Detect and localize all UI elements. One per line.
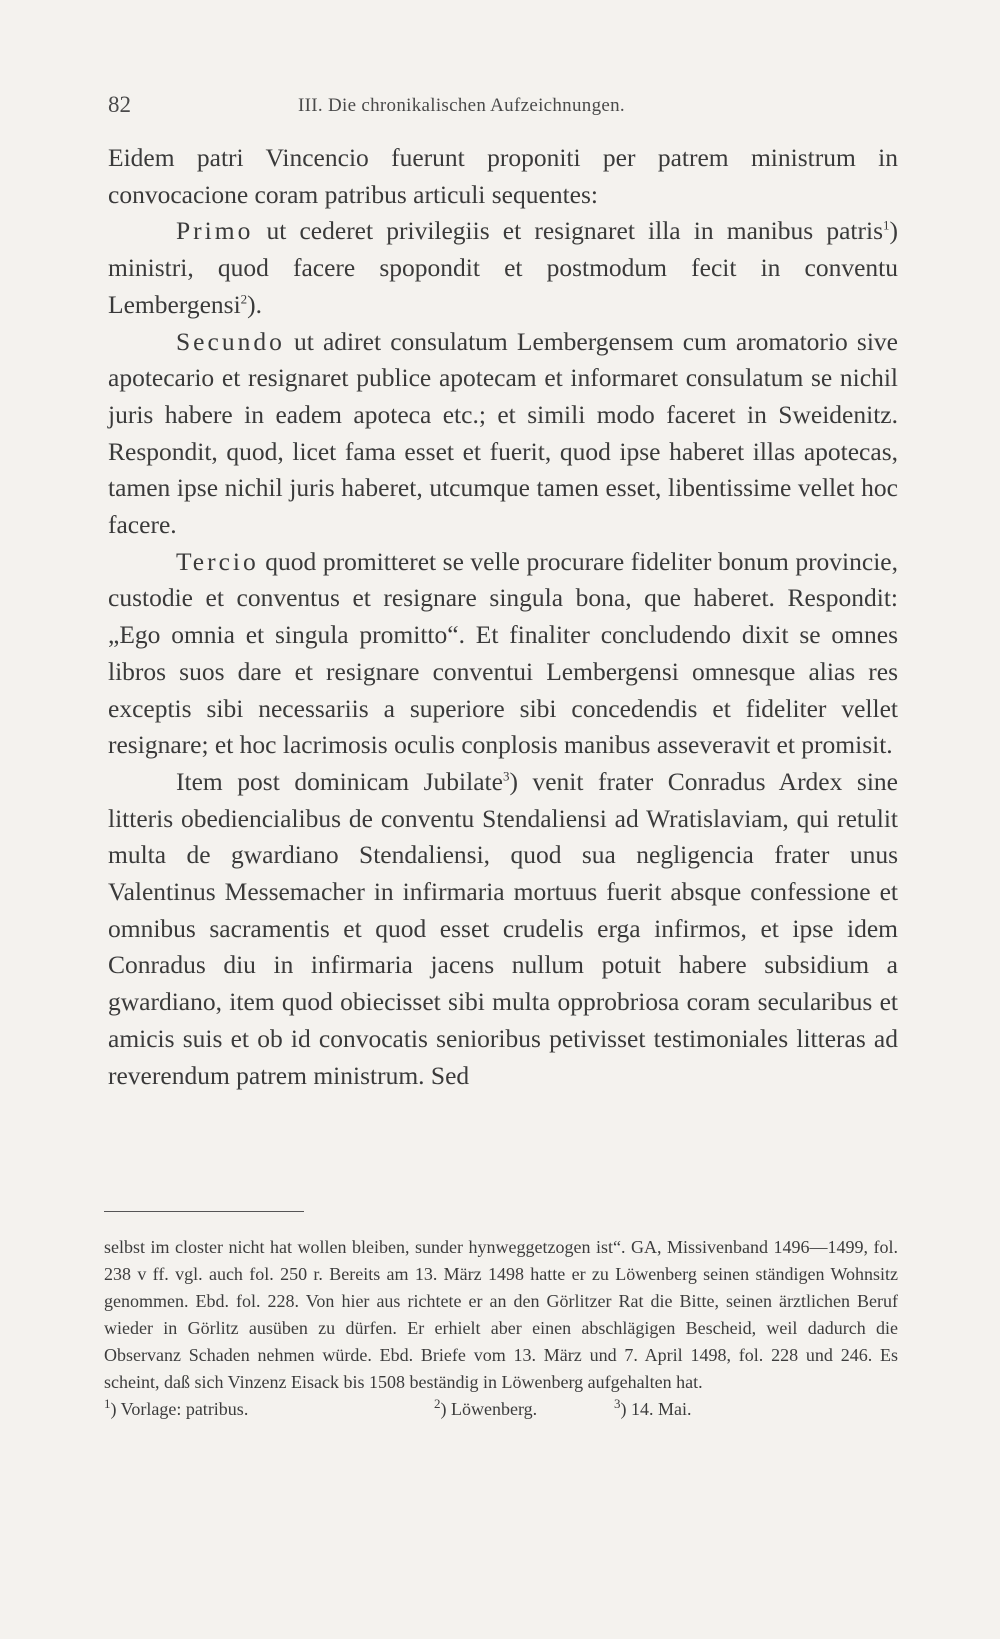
primo-text-a: ut cederet privilegiis et resignaret illa in manibus patris — [253, 216, 883, 246]
footnote-2 — [434, 1396, 614, 1423]
item-text-b: ) venit frater Conradus Ardex sine litteris obediencialibus de conventu Stendaliensi ad Wratislaviam, qui retulit multa de gwardiano Stendaliensi, quod sua negligencia frater unus Valentinus Messemacher in infirmaria mortuus fuerit absque confessione et omnibus sacramentis et quod esset crudelis erga infirmos, et ipse idem Conradus diu in infirmaria jacens nullum potuit habere subsidium a gwardiano, item quod obiecisset sibi multa opprobriosa coram secularibus et amicis suis et ob id convocatis senioribus petivisset testimoniales litteras ad reverendum patrem ministrum. Sed — [108, 766, 899, 1090]
footnote-1-text: ) Vorlage: patribus. — [110, 1399, 249, 1419]
footnote-3 — [614, 1396, 692, 1423]
footnote-3-text: ) 14. Mai. — [620, 1399, 692, 1419]
paragraph-secundo — [108, 324, 898, 544]
footnote-2-text: ) Löwenberg. — [440, 1399, 538, 1419]
primo-text-b: ) ministri, quod facere spopondit et postmodum fecit in conventu Lembergensi — [108, 216, 898, 319]
paragraph-item — [108, 764, 898, 1094]
primo-lead: Primo — [176, 216, 254, 246]
item-text-a: Item post dominicam Jubilate — [176, 766, 503, 796]
paragraph-primo — [108, 213, 898, 323]
primo-text-c: ). — [247, 289, 263, 319]
paragraph-1 — [108, 140, 898, 213]
footnote-3-mark: 3 — [614, 1396, 621, 1411]
secundo-lead: Secundo — [176, 326, 285, 356]
footnote-list — [104, 1396, 898, 1423]
footnote-1 — [104, 1396, 434, 1423]
paragraph-1-text: Eidem patri Vincencio fuerunt proponiti per patrem ministrum in convocacione coram patribus articuli sequentes: — [108, 143, 898, 209]
paragraph-tercio — [108, 544, 898, 764]
footnote-divider — [104, 1211, 304, 1212]
footnote-continuation: selbst im closter nicht hat wollen bleiben, sunder hynweggetzogen ist“. GA, Missivenband 1496—1499, fol. 238 v ff. vgl. auch fol. 250 r. Bereits am 13. März 1498 hatte er zu Löwenberg seinen ständigen Wohnsitz genommen. Ebd. fol. 228. Von hier aus richtete er an den Görlitzer Rat die Bitte, seinen ärztlichen Beruf wieder in Görlitz ausüben zu dürfen. Er erhielt aber einen abschlägigen Bescheid, weil dadurch die Observanz Schaden nehmen würde. Ebd. Briefe vom 13. März und 7. April 1498, fol. 228 und 246. Es scheint, daß sich Vinzenz Eisack bis 1508 beständig in Löwenberg aufgehalten hat. — [104, 1237, 898, 1392]
secundo-text: ut adiret consulatum Lembergensem cum aromatorio sive apotecario et resignaret publice apotecam et informaret consulatum se nichil juris habere in eadem apoteca etc.; et simili modo faceret in Sweidenitz. Respondit, quod, licet fama esset et fuerit, quod ipse haberet illas apotecas, tamen ipse nichil juris haberet, utcumque tamen esset, libentissime vellet hoc facere. — [108, 326, 898, 540]
footnotes — [104, 1234, 898, 1423]
footnote-2-mark: 2 — [434, 1396, 441, 1411]
footnote-1-mark: 1 — [104, 1396, 111, 1411]
main-text — [108, 140, 898, 1094]
footnote-ref-2: 2 — [240, 291, 248, 307]
page-number: 82 — [108, 92, 131, 117]
footnote-ref-3: 3 — [502, 768, 510, 784]
running-title: III. Die chronikalischen Aufzeichnungen. — [298, 95, 625, 116]
tercio-lead: Tercio — [176, 546, 259, 576]
footnote-ref-1: 1 — [883, 217, 890, 233]
page-header — [108, 92, 898, 122]
tercio-text: quod promitteret se velle procurare fideliter bonum provincie, custodie et conventus et resignare singula bona, que haberet. Respondit: „Ego omnia et singula promitto“. Et finaliter concludendo dixit se omnes libros suos dare et resignare conventui Lembergensi omnesque alias res exceptis sibi necessariis a superiore sibi concedendis et fideliter vellet resignare; et hoc lacrimosis oculis conplosis manibus asseveravit et promisit. — [108, 546, 898, 760]
